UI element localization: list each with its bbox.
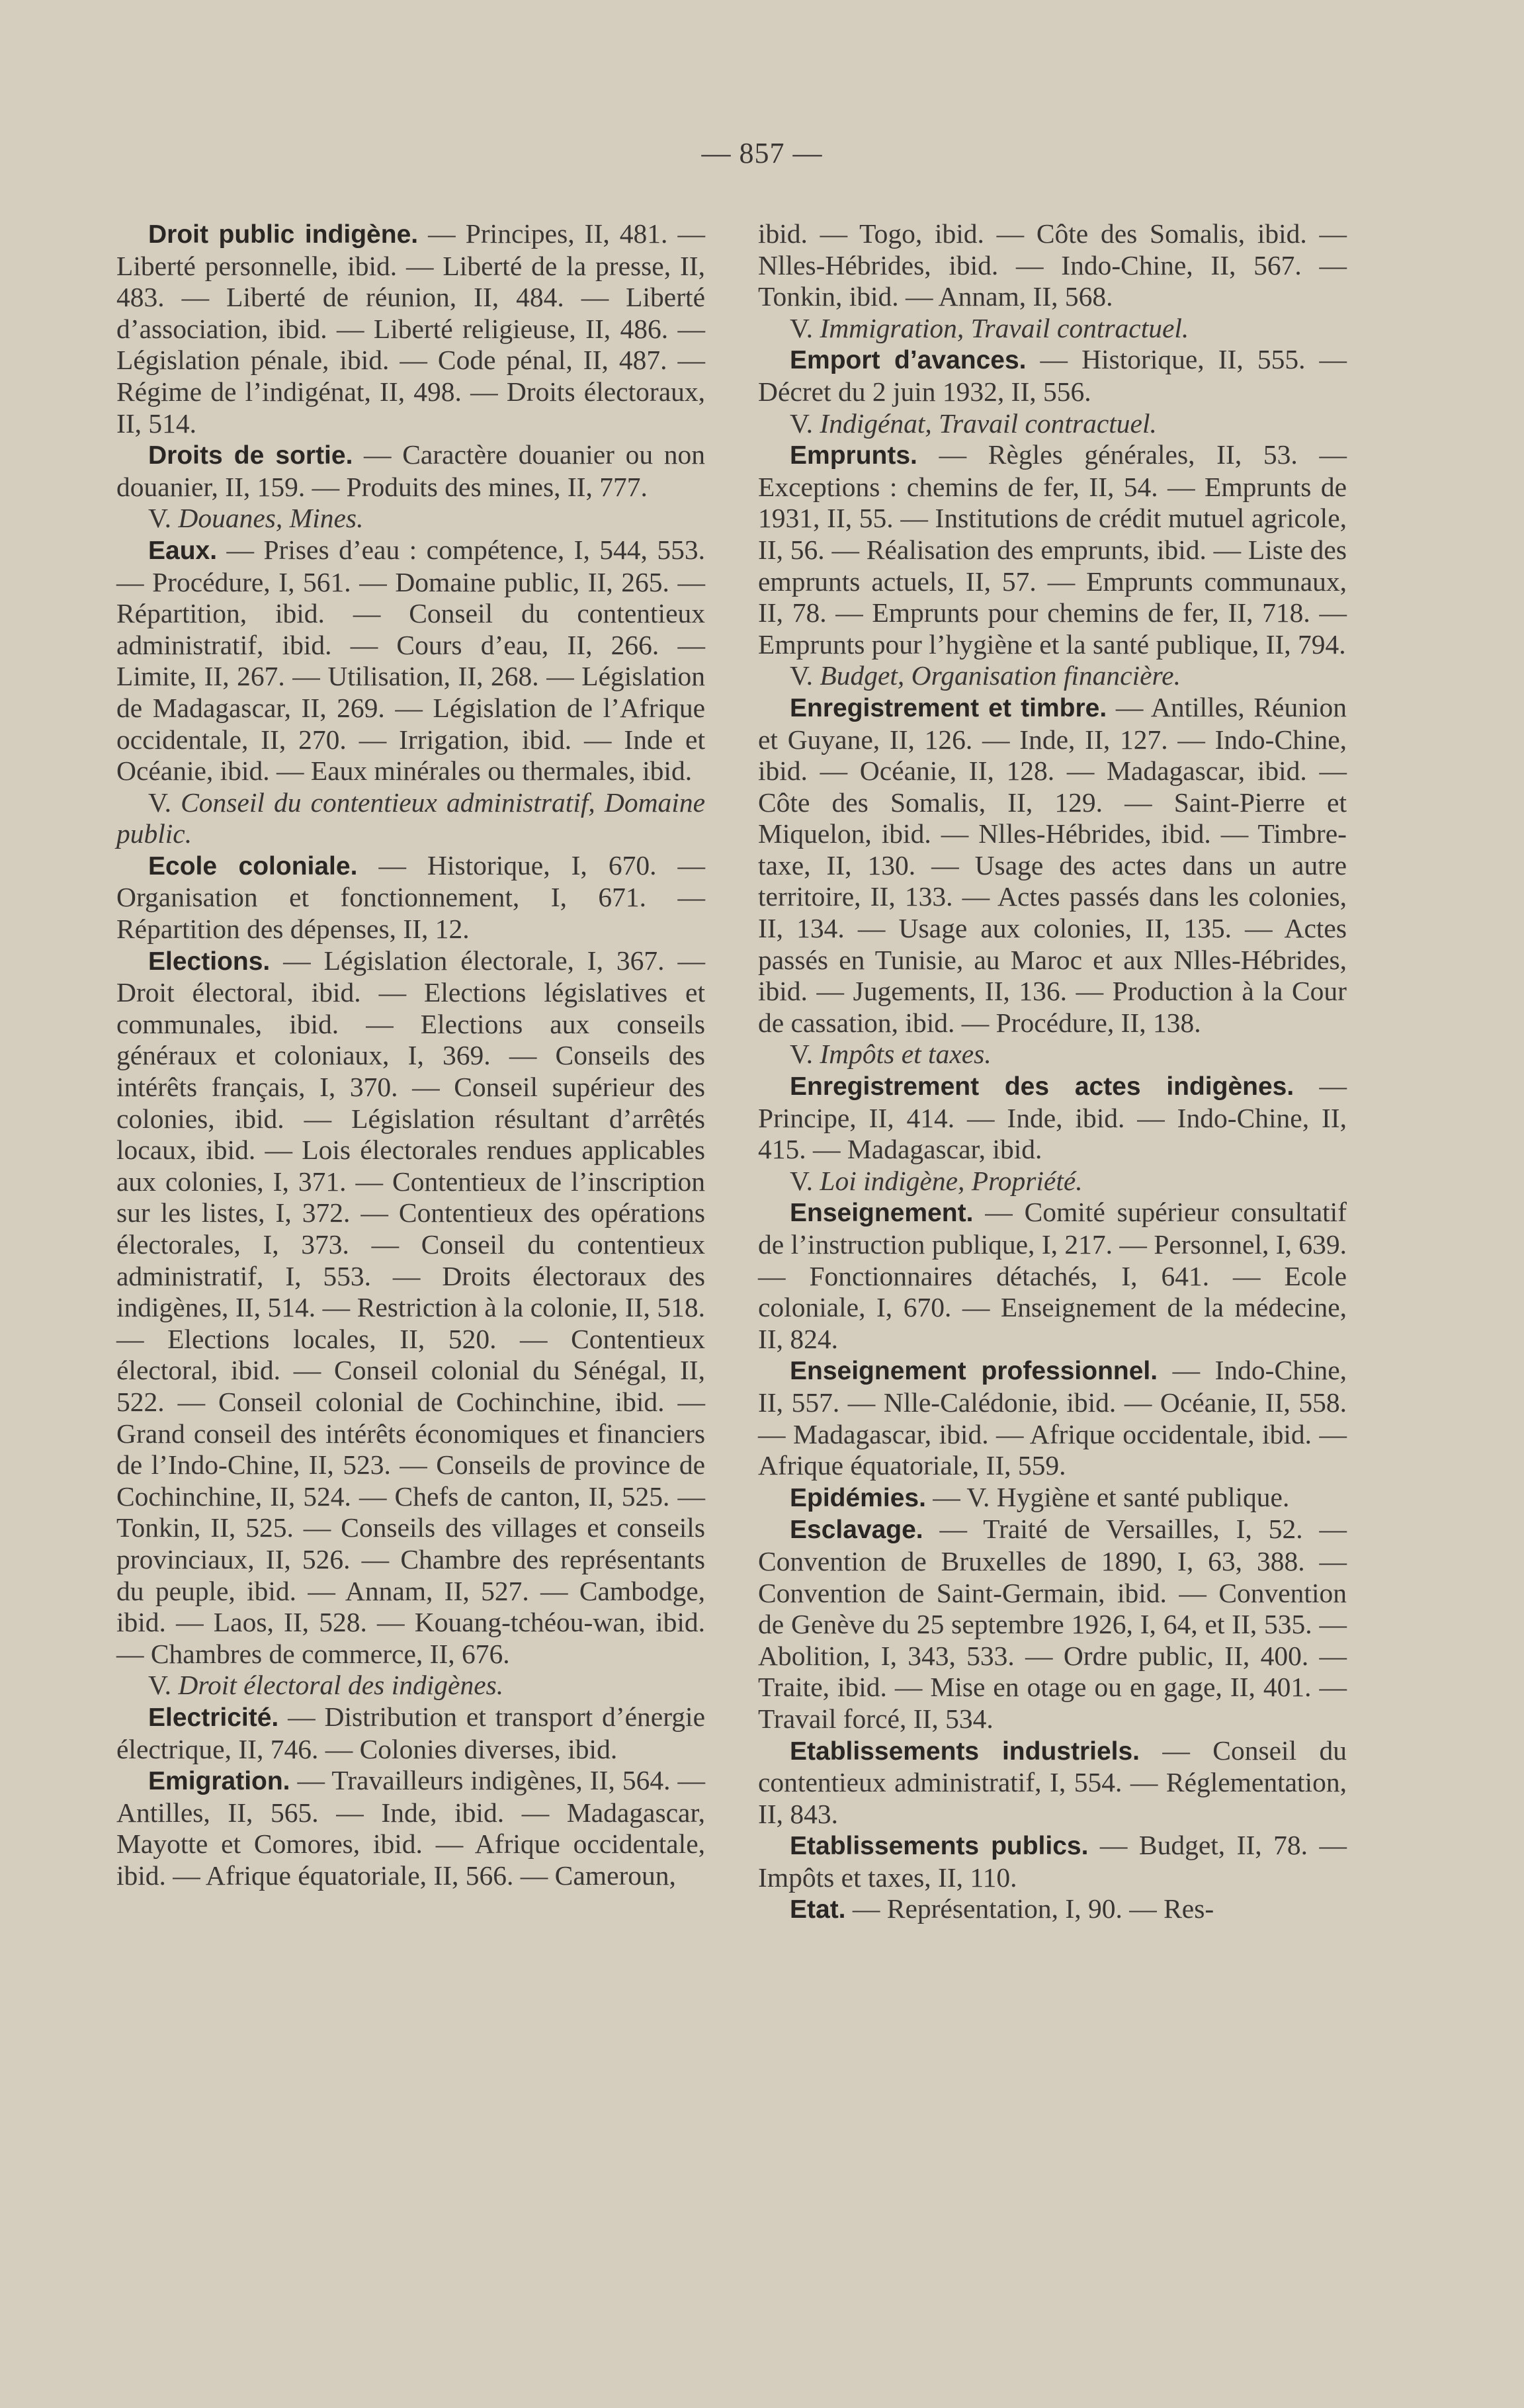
index-entry (116, 1765, 705, 1891)
see-also-reference (116, 1670, 705, 1701)
see-targets: Conseil du contentieux administratif, Domaine public. (116, 787, 706, 849)
see-label: V. (148, 787, 181, 818)
entry-heading: Eaux. (148, 536, 218, 565)
entry-heading: Enregistrement et timbre. (790, 693, 1107, 722)
see-label: V. (790, 660, 820, 691)
index-entry (116, 945, 705, 1670)
entry-body: — Principe, II, 414. — Inde, ibid. — Indo-Chine, II, 415. — Madagascar, ibid. (758, 1070, 1347, 1165)
see-label: V. (790, 1039, 820, 1070)
index-entry-continued (758, 218, 1347, 313)
entry-body: — Comité supérieur consultatif de l’instruction publique, I, 217. — Personnel, I, 639. — Fonctionnaires détachés, I, 641. — Ecole coloniale, I, 670. — Enseignement de la médecine, II, 824. (758, 1197, 1347, 1354)
entry-body: — Règles générales, II, 53. — Exceptions : chemins de fer, II, 54. — Emprunts de 1931, II, 55. — Institutions de crédit mutuel agricole, II, 56. — Réalisation des emprunts, ibid. — Liste des emprunts actuels, II, 57. — Emprunts communaux, II, 78. — Emprunts pour chemins de fer, II, 718. — Emprunts pour l’hygiène et la santé publique, II, 794. (758, 439, 1347, 660)
entry-body: — Législation électorale, I, 367. — Droit électoral, ibid. — Elections législatives et communales, ibid. — Elections aux conseils généraux et coloniaux, I, 369. — Conseils des intérêts français, I, 370. — Conseil supérieur des colonies, ibid. — Législation résultant d’arrêtés locaux, ibid. — Lois électorales rendues applicables aux colonies, I, 371. — Contentieux de l’inscription sur les listes, I, 372. — Contentieux des opérations électorales, I, 373. — Conseil du contentieux administratif, I, 553. — Droits électoraux des indigènes, II, 514. — Restriction à la colonie, II, 518. — Elections locales, II, 520. — Contentieux électoral, ibid. — Conseil colonial du Sénégal, II, 522. — Conseil colonial de Cochinchine, ibid. — Grand conseil des intérêts économiques et financiers de l’Indo-Chine, II, 523. — Conseils de province de Cochinchine, II, 524. — Chefs de canton, II, 525. — Tonkin, II, 525. — Conseils des villages et conseils provinciaux, II, 526. — Chambre des représentants du peuple, ibid. — Annam, II, 527. — Cambodge, ibid. — Laos, II, 528. — Kouang-tchéou-wan, ibid. — Chambres de commerce, II, 676. (116, 945, 705, 1669)
see-targets: Indigénat, Travail contractuel. (820, 408, 1157, 439)
index-entry (758, 1070, 1347, 1166)
entry-body: — Travailleurs indigènes, II, 564. — Antilles, II, 565. — Inde, ibid. — Madagascar, Mayotte et Comores, ibid. — Afrique occidentale, ibid. — Afrique équatoriale, II, 566. — Cameroun, (116, 1765, 705, 1891)
index-entry (758, 1482, 1347, 1514)
entry-body: — Antilles, Réunion et Guyane, II, 126. — Inde, II, 127. — Indo-Chine, ibid. — Océanie, II, 128. — Madagascar, ibid. — Côte des Somalis, II, 129. — Saint-Pierre et Miquelon, ibid. — Nlles-Hébrides, ibid. — Timbre-taxe, II, 130. — Usage des actes dans un autre territoire, II, 133. — Actes passés dans les colonies, II, 134. — Usage aux colonies, II, 135. — Actes passés en Tunisie, au Maroc et aux Nlles-Hébrides, ibid. — Jugements, II, 136. — Production à la Cour de cassation, ibid. — Procédure, II, 138. (758, 691, 1347, 1038)
entry-heading: Enseignement. (790, 1199, 974, 1228)
index-entry (116, 850, 705, 945)
see-also-reference (758, 660, 1347, 692)
entry-heading: Droits de sortie. (148, 441, 353, 470)
entry-body: — V. Hygiène et santé publique. (925, 1481, 1290, 1512)
see-label: V. (790, 312, 820, 343)
index-entry (758, 692, 1347, 1039)
index-entry (758, 1514, 1347, 1735)
index-entry (116, 218, 705, 439)
entry-heading: Enregistrement des actes indigènes. (790, 1072, 1294, 1101)
entry-body: — Caractère douanier ou non douanier, II, 159. — Produits des mines, II, 777. (116, 439, 705, 502)
see-targets: Loi indigène, Propriété. (820, 1165, 1083, 1196)
entry-body: — Distribution et transport d’énergie électrique, II, 746. — Colonies diverses, ibid. (116, 1701, 705, 1764)
page-number: — 857 — (701, 137, 823, 169)
see-targets: Douanes, Mines. (178, 503, 364, 534)
entry-body: — Principes, II, 481. — Liberté personnelle, ibid. — Liberté de la presse, II, 483. — Liberté de réunion, II, 484. — Liberté d’association, ibid. — Liberté religieuse, II, 486. — Législation pénale, ibid. — Code pénal, II, 487. — Régime de l’indigénat, II, 498. — Droits électoraux, II, 514. (116, 218, 705, 439)
index-entry (758, 344, 1347, 408)
entry-heading: Enseignement professionnel. (790, 1357, 1158, 1386)
see-label: V. (148, 1670, 179, 1701)
index-entry (758, 1197, 1347, 1355)
index-entry (758, 1830, 1347, 1893)
see-also-reference (116, 503, 705, 535)
entry-body: ibid. — Togo, ibid. — Côte des Somalis, ibid. — Nlles-Hébrides, ibid. — Indo-Chine, II, 567. — Tonkin, ibid. — Annam, II, 568. (758, 218, 1347, 312)
entry-body: — Historique, II, 555. — Décret du 2 juin 1932, II, 556. (758, 344, 1347, 407)
entry-body: — Prises d’eau : compétence, I, 544, 553. — Procédure, I, 561. — Domaine public, II, 265. — Répartition, ibid. — Conseil du contentieux administratif, ibid. — Cours d’eau, II, 266. — Limite, II, 267. — Utilisation, II, 268. — Législation de Madagascar, II, 269. — Législation de l’Afrique occidentale, II, 270. — Irrigation, ibid. — Inde et Océanie, ibid. — Eaux minérales ou thermales, ibid. (116, 534, 705, 787)
see-targets: Immigration, Travail contractuel. (820, 312, 1189, 343)
see-targets: Droit électoral des indigènes. (178, 1670, 504, 1701)
see-also-reference (758, 313, 1347, 345)
see-targets: Impôts et taxes. (820, 1039, 992, 1070)
entry-body: — Budget, II, 78. — Impôts et taxes, II, 110. (758, 1830, 1347, 1893)
entry-heading: Epidémies. (790, 1483, 926, 1512)
see-targets: Budget, Organisation financière. (820, 660, 1181, 691)
entry-heading: Esclavage. (790, 1516, 923, 1545)
entry-body: — Représentation, I, 90. — Res- (845, 1893, 1214, 1924)
see-also-reference (758, 408, 1347, 440)
see-label: V. (790, 1165, 820, 1196)
index-entry (116, 439, 705, 503)
entry-heading: Electricité. (148, 1703, 279, 1732)
entry-body: — Traité de Versailles, I, 52. — Convention de Bruxelles de 1890, I, 63, 388. — Convention de Saint-Germain, ibid. — Convention de Genève du 25 septembre 1926, I, 64, et II, 535. — Abolition, I, 343, 533. — Ordre public, II, 400. — Traite, ibid. — Mise en otage ou en gage, II, 401. — Travail forcé, II, 534. (758, 1514, 1347, 1734)
index-entry (116, 535, 705, 787)
entry-heading: Ecole coloniale. (148, 851, 358, 881)
see-label: V. (148, 503, 179, 534)
entry-heading: Etat. (790, 1895, 846, 1924)
entry-heading: Droit public indigène. (148, 220, 419, 249)
entry-heading: Emport d’avances. (790, 346, 1027, 375)
left-column (116, 218, 705, 1891)
entry-heading: Emigration. (148, 1767, 290, 1796)
entry-body: — Conseil du contentieux administratif, I, 554. — Réglementation, II, 843. (758, 1735, 1347, 1829)
index-entry (758, 1355, 1347, 1481)
entry-body: — Historique, I, 670. — Organisation et fonctionnement, I, 671. — Répartition des dépenses, II, 12. (116, 849, 705, 945)
index-entry (758, 1735, 1347, 1830)
see-also-reference (116, 787, 705, 850)
see-also-reference (758, 1039, 1347, 1070)
index-entry (758, 1893, 1347, 1926)
entry-heading: Etablissements industriels. (790, 1737, 1140, 1766)
index-entry (116, 1701, 705, 1765)
right-column (758, 218, 1347, 1926)
entry-heading: Emprunts. (790, 441, 917, 470)
entry-heading: Elections. (148, 947, 271, 976)
see-also-reference (758, 1166, 1347, 1197)
see-label: V. (790, 408, 820, 439)
index-entry (758, 439, 1347, 660)
entry-heading: Etablissements publics. (790, 1832, 1089, 1861)
entry-body: — Indo-Chine, II, 557. — Nlle-Calédonie, ibid. — Océanie, II, 558. — Madagascar, ibid. — Afrique occidentale, ibid. — Afrique équatoriale, II, 559. (758, 1355, 1347, 1481)
